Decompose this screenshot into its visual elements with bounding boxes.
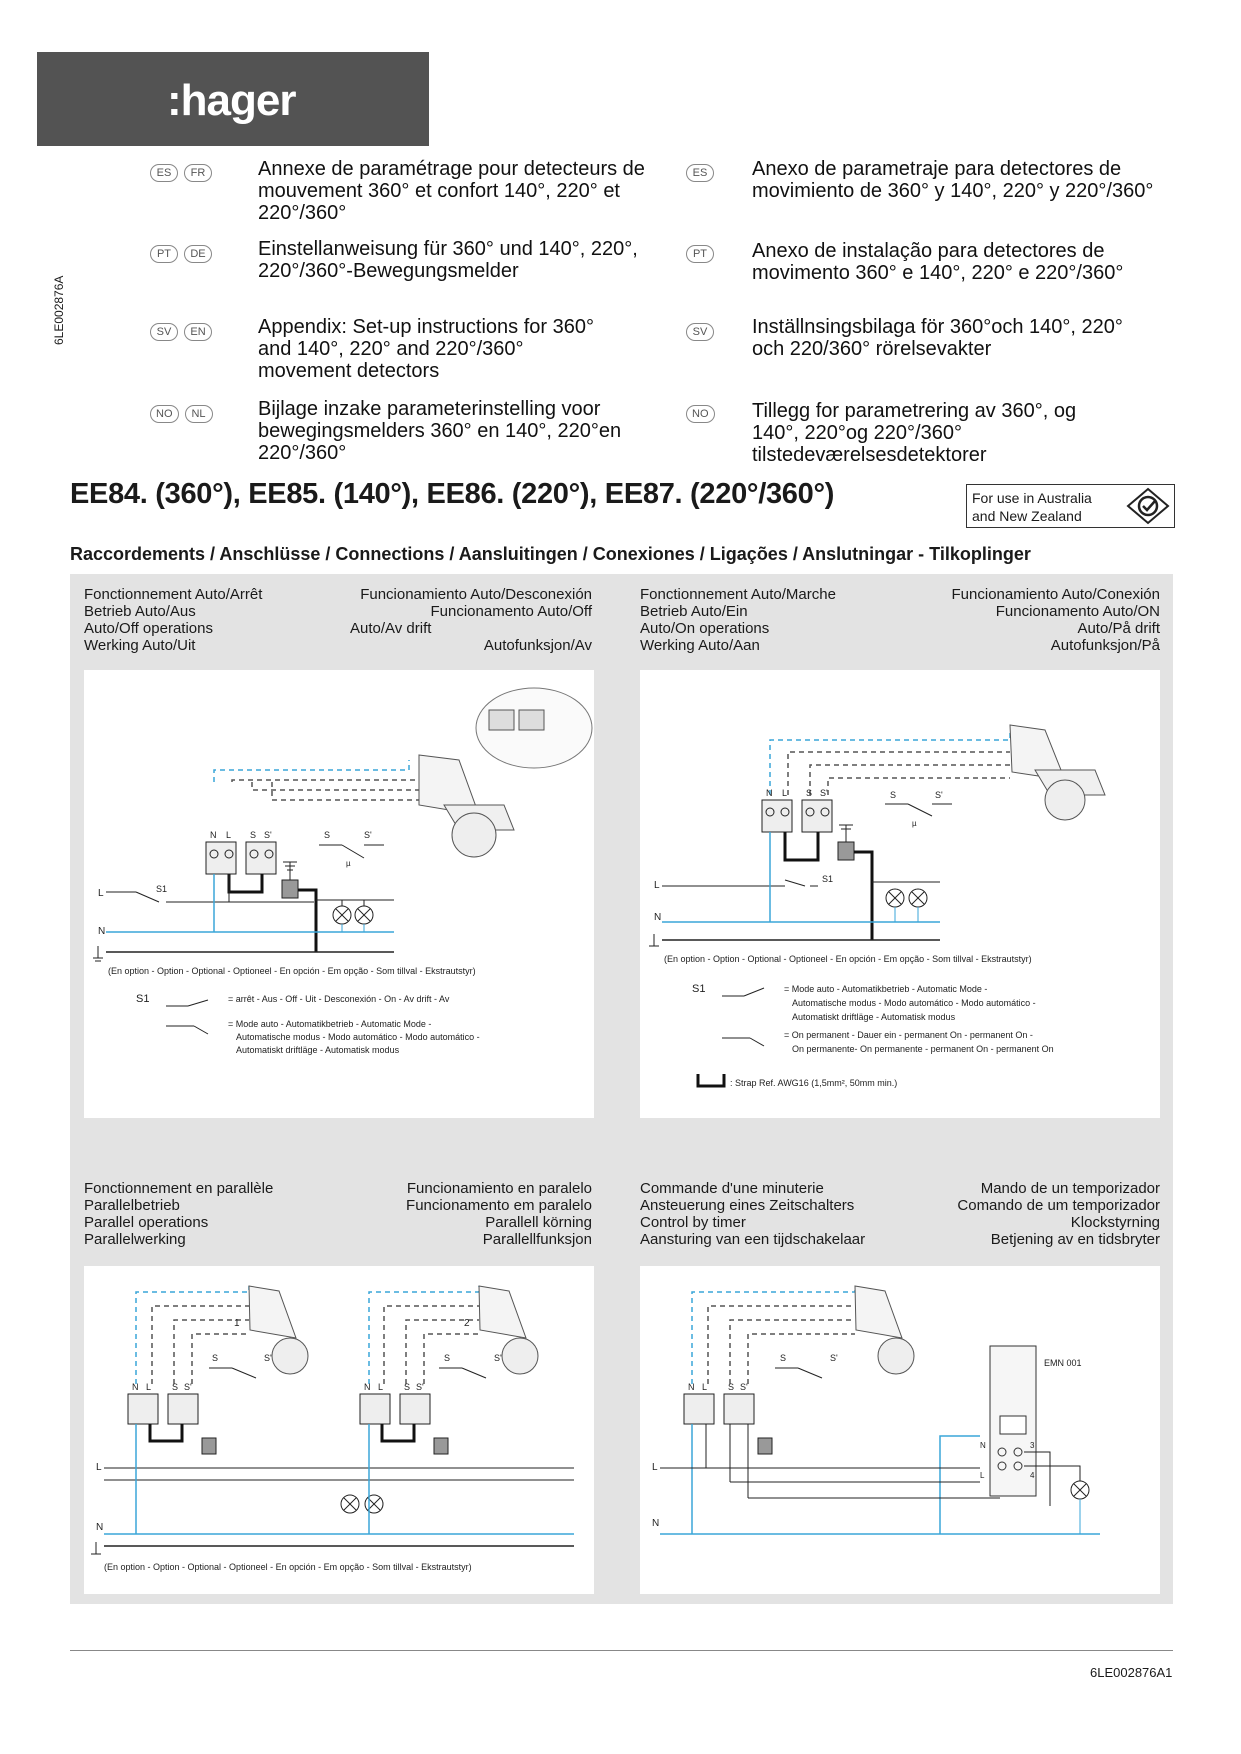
- compliance-box: [966, 484, 1175, 528]
- svg-text:L: L: [702, 1382, 708, 1392]
- wiring-panel: [70, 574, 1173, 1604]
- svg-text:= arrêt - Aus - Off - Uit - De: = arrêt - Aus - Off - Uit - Desconexión - On - Av drift - Av: [228, 994, 450, 1004]
- svg-text:S': S': [935, 790, 943, 800]
- svg-text:L: L: [378, 1382, 384, 1392]
- svg-text:Automatische modus - Modo auto: Automatische modus - Modo automático - Modo automático -: [236, 1032, 480, 1042]
- svg-text:N: N: [210, 830, 217, 840]
- svg-text:N: N: [766, 788, 773, 798]
- diagram-auto-on: [640, 670, 1160, 1118]
- svg-text:S': S': [820, 788, 828, 798]
- section-2-caption-right: Funcionamiento Auto/Conexión Funcionamento Auto/ON Auto/På drift Autofunksjon/På: [951, 586, 1160, 654]
- svg-text:S: S: [404, 1382, 411, 1392]
- compliance-text: [972, 489, 1092, 525]
- rcm-mark-icon: [1126, 487, 1170, 525]
- compliance-line-2: and New Zealand: [972, 508, 1082, 524]
- diagram-timer: [640, 1266, 1160, 1594]
- svg-text:(En option - Option - Optional: (En option - Option - Optional - Optioneel - En opción - Em opção - Som tillval - Ekstrautstyr): [108, 966, 476, 976]
- svg-text:S': S': [264, 1353, 272, 1363]
- lang-code: EN: [184, 323, 212, 341]
- svg-text:L: L: [98, 888, 104, 899]
- section-4-caption-left: Commande d'une minuterie Ansteuerung eines Zeitschalters Control by timer Aansturing van een tijdschakelaar: [640, 1180, 866, 1248]
- svg-text:S': S': [416, 1382, 424, 1392]
- svg-text:S': S': [830, 1353, 838, 1363]
- lang-code: NO: [686, 405, 715, 423]
- footer-document-code: 6LE002876A1: [1090, 1665, 1173, 1680]
- lang-code: PT: [150, 245, 178, 263]
- lang-code: PT: [686, 245, 714, 263]
- svg-text:L: L: [654, 880, 660, 891]
- annex-de: Einstellanweisung für 360° und 140°, 220°, 220°/360°-Bewegungsmelder: [258, 238, 638, 282]
- section-4-caption-right: Mando de un temporizador Comando de um temporizador Klockstyrning Betjening av en tidsbryter: [957, 1180, 1160, 1248]
- lang-code: NO: [150, 405, 179, 423]
- svg-text:: Strap Ref. AWG16 (1,5mm², 50: : Strap Ref. AWG16 (1,5mm², 50mm min.): [730, 1078, 898, 1088]
- svg-text:Automatiskt driftläge - Automa: Automatiskt driftläge - Automatisk modus: [236, 1045, 400, 1055]
- page-title: EE84. (360°), EE85. (140°), EE86. (220°), EE87. (220°/360°): [70, 478, 835, 510]
- diagram-auto-off: [84, 670, 594, 1118]
- diagram-parallel: [84, 1266, 594, 1594]
- hager-logo: :hager: [167, 76, 296, 125]
- lang-code: SV: [150, 323, 178, 341]
- svg-text:µ: µ: [346, 859, 351, 868]
- lang-codes-7: [150, 405, 213, 423]
- svg-text:(En option - Option - Optional: (En option - Option - Optional - Optioneel - En opción - Em opção - Som tillval - Ekstrautstyr): [104, 1562, 472, 1572]
- section-2-caption-left: Fonctionnement Auto/Marche Betrieb Auto/Ein Auto/On operations Werking Auto/Aan: [640, 586, 836, 654]
- svg-text:S1: S1: [692, 983, 706, 995]
- svg-text:S': S': [494, 1353, 502, 1363]
- terminal-block-icon: [128, 1394, 430, 1424]
- lang-codes-4: [686, 245, 714, 263]
- section-3-caption-right: Funcionamiento en paralelo Funcionamento em paralelo Parallell körning Parallellfunksjon: [406, 1180, 592, 1248]
- terminal-block-icon: [762, 800, 832, 832]
- lang-code: ES: [150, 164, 178, 182]
- svg-text:N: N: [652, 1518, 660, 1529]
- section-3-caption-left: Fonctionnement en parallèle Parallelbetrieb Parallel operations Parallelwerking: [84, 1180, 274, 1248]
- svg-text:N: N: [98, 926, 106, 937]
- terminal-block-icon: [684, 1394, 754, 1424]
- svg-text:N: N: [364, 1382, 371, 1392]
- svg-text:S: S: [780, 1353, 787, 1363]
- svg-text:L: L: [146, 1382, 152, 1392]
- svg-text:S: S: [250, 830, 257, 840]
- svg-text:S: S: [172, 1382, 179, 1392]
- svg-text:N: N: [654, 912, 662, 923]
- document-code-vertical: 6LE002876A: [52, 275, 66, 345]
- svg-text:= Mode auto - Automatikbetrieb: = Mode auto - Automatikbetrieb - Automatic Mode -: [228, 1019, 432, 1029]
- svg-text:N: N: [96, 1522, 104, 1533]
- svg-text:S1: S1: [822, 874, 834, 884]
- lang-codes-2: [686, 164, 714, 182]
- svg-text:L: L: [652, 1462, 658, 1473]
- svg-text:S': S': [740, 1382, 748, 1392]
- svg-text:S: S: [890, 790, 897, 800]
- annex-sv: Inställnsingsbilaga för 360°och 140°, 220° och 220/360° rörelsevakter: [752, 316, 1123, 360]
- svg-text:(En option - Option - Optional: (En option - Option - Optional - Optioneel - En opción - Em opção - Som tillval - Ekstrautstyr): [664, 954, 1032, 964]
- svg-text:S: S: [324, 830, 331, 840]
- annex-en: Appendix: Set-up instructions for 360° and 140°, 220° and 220°/360° movement detectors: [258, 316, 594, 382]
- lang-code: DE: [184, 245, 212, 263]
- svg-text:S1: S1: [136, 993, 150, 1005]
- annex-es: Anexo de parametraje para detectores de movimiento de 360° y 140°, 220° y 220°/360°: [752, 158, 1154, 202]
- lang-codes-5: [150, 323, 212, 341]
- svg-text:EMN 001: EMN 001: [1044, 1358, 1082, 1368]
- svg-text:L: L: [96, 1462, 102, 1473]
- svg-text:4: 4: [1030, 1471, 1035, 1480]
- svg-text:S': S': [264, 830, 272, 840]
- compliance-line-1: For use in Australia: [972, 490, 1092, 506]
- svg-text:N: N: [688, 1382, 695, 1392]
- lang-code: NL: [185, 405, 213, 423]
- svg-text:S: S: [728, 1382, 735, 1392]
- svg-text:S': S': [184, 1382, 192, 1392]
- svg-text:L: L: [226, 830, 232, 840]
- svg-text:L: L: [782, 788, 788, 798]
- lang-codes-3: [150, 245, 212, 263]
- lang-codes-8: [686, 405, 715, 423]
- svg-text:S': S': [364, 830, 372, 840]
- svg-text:S: S: [444, 1353, 451, 1363]
- lang-code: ES: [686, 164, 714, 182]
- svg-text:3: 3: [1030, 1441, 1035, 1450]
- footer-divider: [70, 1650, 1173, 1651]
- svg-text:2: 2: [464, 1318, 470, 1329]
- annex-no: Tillegg for parametrering av 360°, og 140°, 220°og 220°/360° tilstedeværelsesdetektorer: [752, 400, 1077, 466]
- svg-text:= Mode auto - Automatikbetrieb: = Mode auto - Automatikbetrieb - Automatic Mode -: [784, 984, 988, 994]
- svg-text:1: 1: [234, 1318, 240, 1329]
- svg-text:µ: µ: [912, 819, 917, 828]
- svg-text:S: S: [806, 788, 813, 798]
- section-1-caption-right: Funcionamiento Auto/Desconexión Funcionamento Auto/Off Auto/Av drift Autofunksjon/Av: [350, 586, 592, 654]
- svg-text:N: N: [132, 1382, 139, 1392]
- section-1-caption-left: Fonctionnement Auto/Arrêt Betrieb Auto/Aus Auto/Off operations Werking Auto/Uit: [84, 586, 263, 654]
- lang-codes-6: [686, 323, 714, 341]
- svg-text:Automatische modus - Modo auto: Automatische modus - Modo automático - Modo automático -: [792, 998, 1036, 1008]
- svg-text:S: S: [212, 1353, 219, 1363]
- svg-text:S1: S1: [156, 884, 168, 894]
- connections-title: Raccordements / Anschlüsse / Connections / Aansluitingen / Conexiones / Ligações / Anslutningar - Tilkoplinger: [70, 544, 1031, 564]
- terminal-block-icon: [206, 842, 276, 874]
- svg-text:Automatiskt driftläge - Automa: Automatiskt driftläge - Automatisk modus: [792, 1012, 956, 1022]
- svg-text:= On permanent - Dauer ein - p: = On permanent - Dauer ein - permanent On - permanent On -: [784, 1030, 1033, 1040]
- lang-codes-1: [150, 164, 212, 182]
- annex-fr: Annexe de paramétrage pour detecteurs de mouvement 360° et confort 140°, 220° et 220°/360°: [258, 158, 645, 224]
- svg-text:L: L: [980, 1471, 985, 1480]
- lang-code: FR: [184, 164, 212, 182]
- annex-pt: Anexo de instalação para detectores de movimento 360° e 140°, 220° e 220°/360°: [752, 240, 1124, 284]
- annex-nl: Bijlage inzake parameterinstelling voor bewegingsmelders 360° en 140°, 220°en 220°/360°: [258, 398, 622, 464]
- svg-text:On permanente- On permanente -: On permanente- On permanente - permanent On - permanent On: [792, 1044, 1054, 1054]
- svg-text:N: N: [980, 1441, 986, 1450]
- lang-code: SV: [686, 323, 714, 341]
